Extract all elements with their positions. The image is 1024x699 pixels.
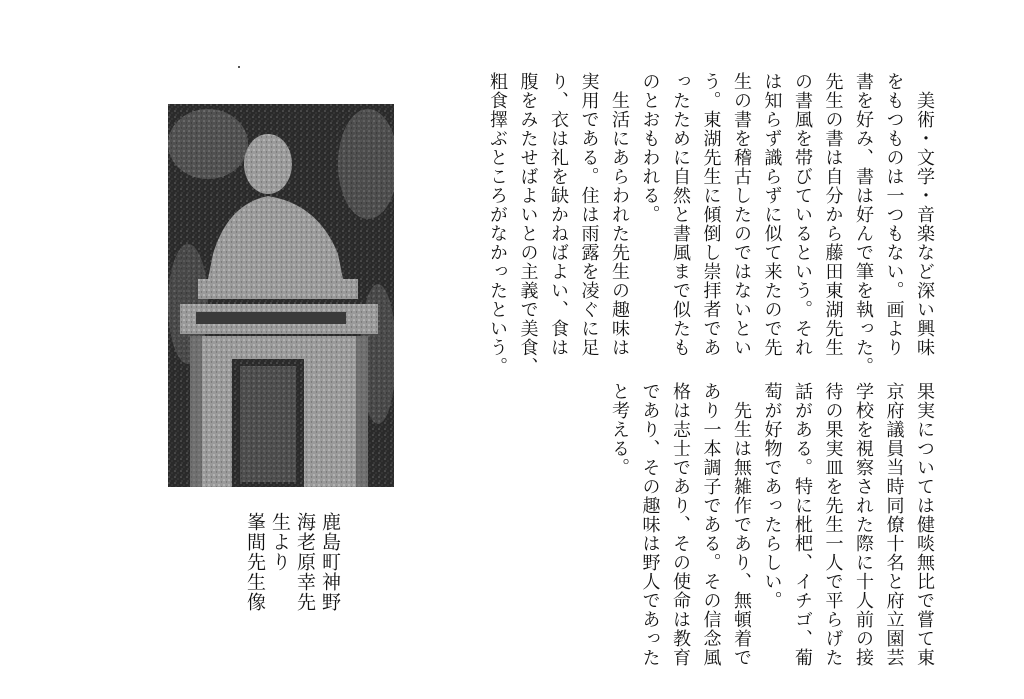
bottom-columns-line: あり一本調子である。その信念風 — [700, 382, 722, 667]
top-columns-line: う。東湖先生に傾倒し崇拝者であ — [700, 72, 722, 357]
scan-speck — [238, 66, 240, 68]
top-columns-line: 粗食擇ぶところがなかったという。 — [487, 72, 508, 376]
bottom-columns-line: 果実については健啖無比で嘗て東 — [914, 382, 935, 667]
top-columns-line: 生活にあらわれた先生の趣味は — [609, 72, 630, 357]
top-columns-line: の書風を帯びているという。それ — [792, 72, 813, 357]
statue-photo — [168, 104, 394, 487]
bottom-columns-line: 京府議員当時同僚十名と府立園芸 — [883, 382, 905, 667]
top-columns-line: 書を好み、書は好んで筆を執った。 — [853, 72, 874, 376]
caption-columns-line: 峯間先生像 — [244, 512, 266, 612]
top-columns-line: 実用である。住は雨露を凌ぐに足 — [578, 72, 600, 357]
top-columns-line: 美術・文学・音楽など深い興味 — [914, 72, 935, 357]
bottom-columns-line: 学校を視察された際に十人前の接 — [853, 382, 874, 667]
caption-columns-line: 海老原幸先 — [294, 512, 316, 612]
statue-image — [168, 104, 394, 487]
top-columns-line: 先生の書は自分から藤田東湖先生 — [822, 72, 844, 357]
caption-columns-line: 生より — [269, 512, 291, 572]
top-columns-line: 腹をみたせばよいとの主義で美食、 — [517, 72, 539, 376]
top-columns-line: り、衣は礼を缺かねばよい、食は — [548, 72, 569, 357]
bottom-columns-line: 萄が好物であったらしい。 — [761, 382, 783, 610]
bottom-columns-line: と考える。 — [609, 382, 630, 477]
caption-columns-line: 鹿島町神野 — [319, 512, 341, 612]
bottom-columns-line: であり、その趣味は野人であった — [639, 382, 661, 667]
bottom-columns-line: 話がある。特に枇杷、イチゴ、葡 — [792, 382, 813, 667]
body-text-top — [482, 72, 940, 376]
bottom-columns-line: 待の果実皿を先生一人で平らげた — [822, 382, 844, 667]
top-columns-line: ったために自然と書風まで似たも — [670, 72, 691, 357]
body-text-bottom — [604, 382, 940, 682]
top-columns-line: のとおもわれる。 — [639, 72, 661, 224]
top-columns-line: をもつものは一つもない。画より — [883, 72, 905, 357]
photo-caption — [242, 512, 342, 622]
top-columns-line: は知らず識らずに似て来たので先 — [761, 72, 783, 357]
bottom-columns-line: 先生は無雑作であり、無頓着で — [731, 382, 752, 667]
top-columns-line: 生の書を稽古したのではないとい — [731, 72, 752, 357]
bottom-columns-line: 格は志士であり、その使命は教育 — [670, 382, 691, 667]
